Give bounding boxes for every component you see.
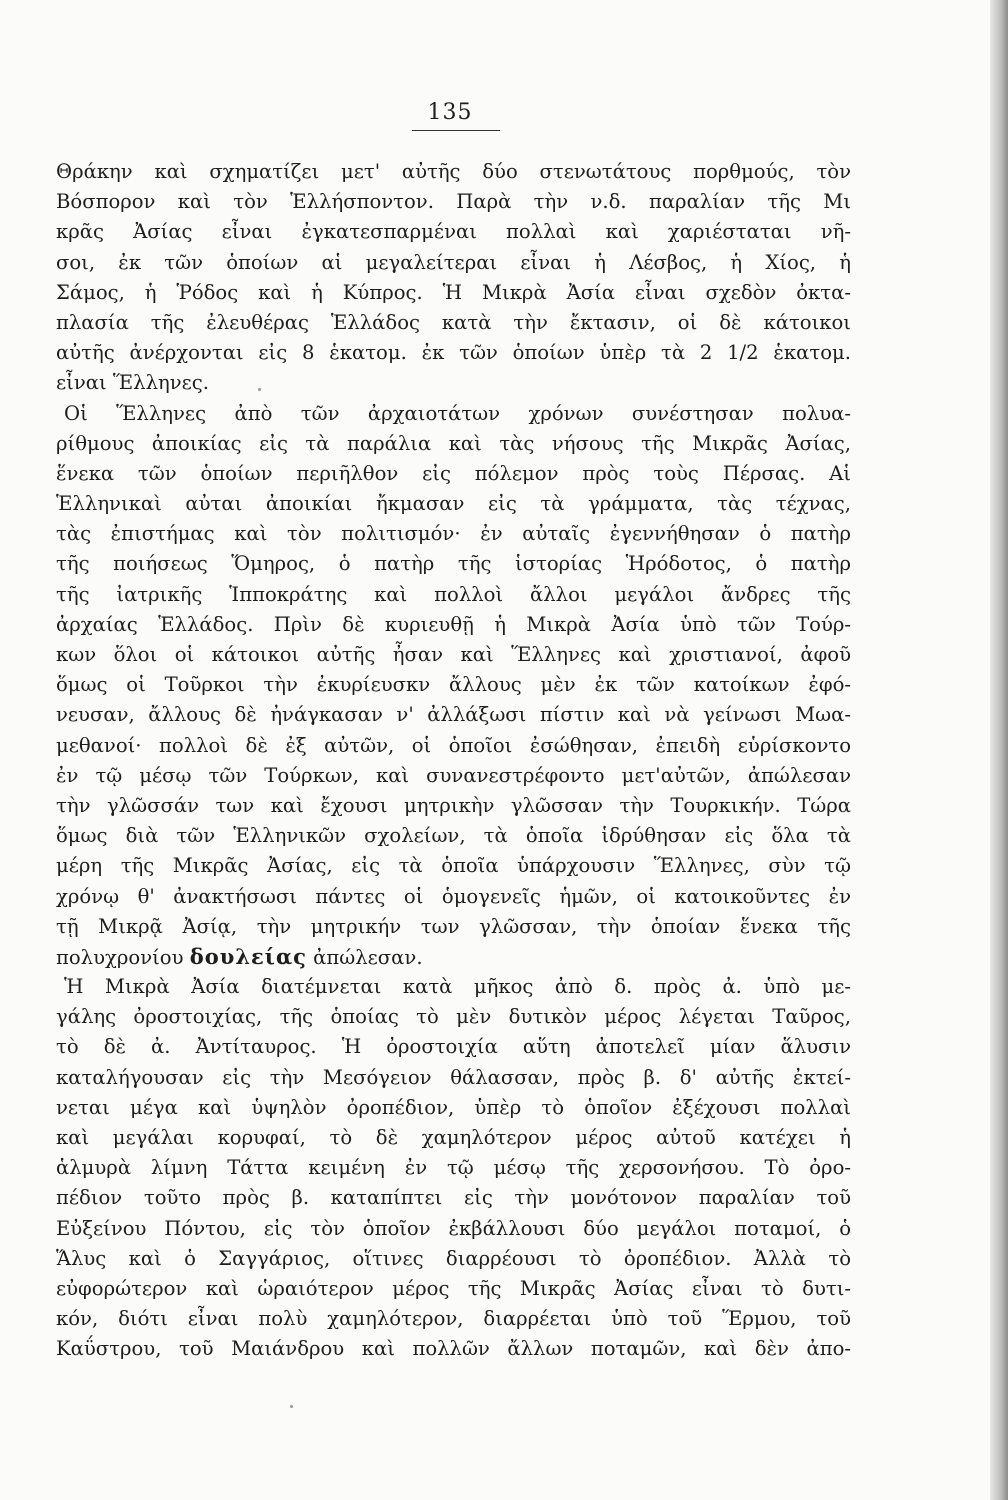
text-line: χρόνῳ θ' ἀνακτήσωσι πάντες οἱ ὁμογενεῖς ἡμῶν, οἱ κατοικοῦντες ἐν bbox=[56, 884, 851, 908]
text-line: ἐν τῷ μέσῳ τῶν Τούρκων, καὶ συνανεστρέφοντο μετ'αὐτῶν, ἀπώλεσαν bbox=[56, 763, 851, 787]
paper-speck bbox=[258, 388, 261, 391]
text-line: πλασία τῆς ἐλευθέρας Ἑλλάδος κατὰ τὴν ἔκτασιν, οἱ δὲ κάτοικοι bbox=[56, 310, 851, 334]
text-line: τῆς ποιήσεως Ὅμηρος, ὁ πατὴρ τῆς ἱστορίας Ἡρόδοτος, ὁ πατὴρ bbox=[56, 552, 851, 576]
text-line: τῆς ἰατρικῆς Ἱπποκράτης καὶ πολλοὶ ἄλλοι μεγάλοι ἄνδρες τῆς bbox=[56, 582, 851, 606]
text-line: ρίθμους ἀποικίας εἰς τὰ παράλια καὶ τὰς νήσους τῆς Μικρᾶς Ἀσίας, bbox=[56, 431, 851, 455]
text-line: εὐφορώτερον καὶ ὡραιότερον μέρος τῆς Μικρᾶς Ἀσίας εἶναι τὸ δυτι- bbox=[56, 1276, 851, 1300]
text-line: πέδιον τοῦτο πρὸς β. καταπίπτει εἰς τὴν μονότονον παραλίαν τοῦ bbox=[56, 1186, 851, 1210]
text-line: καταλήγουσαν εἰς τὴν Μεσόγειον θάλασσαν, πρὸς β. δ' αὐτῆς ἐκτεί- bbox=[56, 1065, 851, 1089]
text-line: ὅμως οἱ Τοῦρκοι τὴν ἐκυρίευσκν ἄλλους μὲν ἐκ τῶν κατοίκων ἐφό- bbox=[56, 673, 851, 697]
text-line: Εὐξείνου Πόντου, εἰς τὸν ὁποῖον ἐκβάλλουσι δύο μεγάλοι ποταμοί, ὁ bbox=[56, 1216, 851, 1240]
text-line: κρᾶς Ἀσίας εἶναι ἐγκατεσπαρμέναι πολλαὶ καὶ χαριέσταται νῆ- bbox=[56, 220, 851, 244]
bold-word: δουλείας bbox=[189, 943, 307, 969]
text-line: ἀρχαίας Ἑλλάδος. Πρὶν δὲ κυριευθῇ ἡ Μικρὰ Ἀσία ὑπὸ τῶν Τούρ- bbox=[56, 612, 851, 636]
text-line: κων ὅλοι οἱ κάτοικοι αὐτῆς ἦσαν καὶ Ἕλληνες καὶ χριστιανοί, ἀφοῦ bbox=[56, 643, 851, 666]
text-line: σοι, ἐκ τῶν ὁποίων αἱ μεγαλείτεραι εἶναι ἡ Λέσβος, ἡ Χίος, ἡ bbox=[56, 250, 851, 274]
text-line: Σάμος, ἡ Ῥόδος καὶ ἡ Κύπρος. Ἡ Μικρὰ Ἀσία εἶναι σχεδὸν ὀκτα- bbox=[56, 280, 851, 304]
text-line: κόν, διότι εἶναι πολὺ χαμηλότερον, διαρρέεται ὑπὸ τοῦ Ἕρμου, τοῦ bbox=[56, 1307, 851, 1331]
body-text bbox=[6, 157, 851, 1365]
page-edge-shadow bbox=[990, 0, 1008, 1500]
text-line: καὶ μεγάλαι κορυφαί, τὸ δὲ χαμηλότερον μέρος αὐτοῦ κατέχει ἡ bbox=[56, 1126, 851, 1149]
text-line: τὴν γλῶσσάν των καὶ ἔχουσι μητρικὴν γλῶσσαν τὴν Τουρκικήν. Τώρα bbox=[56, 793, 851, 817]
text-run: ἀπώλεσαν. bbox=[306, 945, 423, 969]
text-line: Ἡ Μικρὰ Ἀσία διατέμνεται κατὰ μῆκος ἀπὸ δ. πρὸς ἀ. ὑπὸ με- bbox=[64, 975, 851, 999]
text-line: νεται μέγα καὶ ὑψηλὸν ὀροπέδιον, ὑπὲρ τὸ ὁποῖον ἐξέχουσι πολλαὶ bbox=[56, 1095, 851, 1119]
paper-speck bbox=[290, 1405, 293, 1408]
page-number: 135 bbox=[427, 100, 473, 125]
text-line: μεθανοί· πολλοὶ δὲ ἐξ αὐτῶν, οἱ ὁποῖοι ἐσώθησαν, ἐπειδὴ εὑρίσκοντο bbox=[56, 733, 851, 757]
text-line: εἶναι Ἕλληνες. bbox=[56, 371, 209, 395]
text-line: νευσαν, ἄλλους δὲ ἠνάγκασαν ν' ἀλλάξωσι πίστιν καὶ νὰ γείνωσι Μωα- bbox=[56, 703, 851, 727]
text-line: Οἱ Ἕλληνες ἀπὸ τῶν ἀρχαιοτάτων χρόνων συνέστησαν πολυα- bbox=[64, 401, 851, 425]
text-line: αὐτῆς ἀνέρχονται εἰς 8 ἑκατομ. ἐκ τῶν ὁποίων ὑπὲρ τὰ 2 1/2 ἑκατομ. bbox=[56, 341, 851, 365]
text-line: ἁλμυρὰ λίμνη Τάττα κειμένη ἐν τῷ μέσῳ τῆς χερσονήσου. Τὸ ὀρο- bbox=[56, 1156, 851, 1180]
text-line: μέρη τῆς Μικρᾶς Ἀσίας, εἰς τὰ ὁποῖα ὑπάρχουσιν Ἕλληνες, σὺν τῷ bbox=[56, 854, 851, 878]
text-line: Θράκην καὶ σχηματίζει μετ' αὐτῆς δύο στενωτάτους πορθμούς, τὸν bbox=[56, 160, 851, 183]
text-line: τὸ δὲ ἀ. Ἀντίταυρος. Ἡ ὀροστοιχία αὕτη ἀποτελεῖ μίαν ἅλυσιν bbox=[56, 1035, 851, 1059]
text-line: τῇ Μικρᾷ Ἀσίᾳ, τὴν μητρικήν των γλῶσσαν, τὴν ὁποίαν ἕνεκα τῆς bbox=[56, 914, 851, 938]
text-line-with-bold bbox=[6, 942, 851, 972]
text-line: Ἅλυς καὶ ὁ Σαγγάριος, οἵτινες διαρρέουσι τὸ ὀροπέδιον. Ἀλλὰ τὸ bbox=[56, 1246, 851, 1270]
text-line: ὅμως διὰ τῶν Ἑλληνικῶν σχολείων, τὰ ὁποῖα ἱδρύθησαν εἰς ὅλα τὰ bbox=[56, 824, 851, 848]
text-line: γάλης ὀροστοιχίας, τῆς ὁποίας τὸ μὲν δυτικὸν μέρος λέγεται Ταῦρος, bbox=[56, 1005, 851, 1029]
text-line: Καΰστρου, τοῦ Μαιάνδρου καὶ πολλῶν ἄλλων ποταμῶν, καὶ δὲν ἀπο- bbox=[56, 1337, 851, 1361]
page-number-rule bbox=[412, 130, 500, 131]
text-line: Βόσπορον καὶ τὸν Ἑλλήσποντον. Παρὰ τὴν ν.δ. παραλίαν τῆς Μι bbox=[56, 190, 851, 214]
text-line: Ἑλληνικαὶ αὐται ἀποικίαι ἤκμασαν εἰς τὰ γράμματα, τὰς τέχνας, bbox=[56, 492, 851, 516]
text-run: πολυχρονίου bbox=[56, 945, 190, 969]
text-line: τὰς ἐπιστήμας καὶ τὸν πολιτισμόν· ἐν αὐταῖς ἐγεννήθησαν ὁ πατὴρ bbox=[56, 522, 851, 546]
text-line: ἕνεκα τῶν ὁποίων περιῆλθον εἰς πόλεμον πρὸς τοὺς Πέρσας. Αἱ bbox=[56, 461, 851, 485]
